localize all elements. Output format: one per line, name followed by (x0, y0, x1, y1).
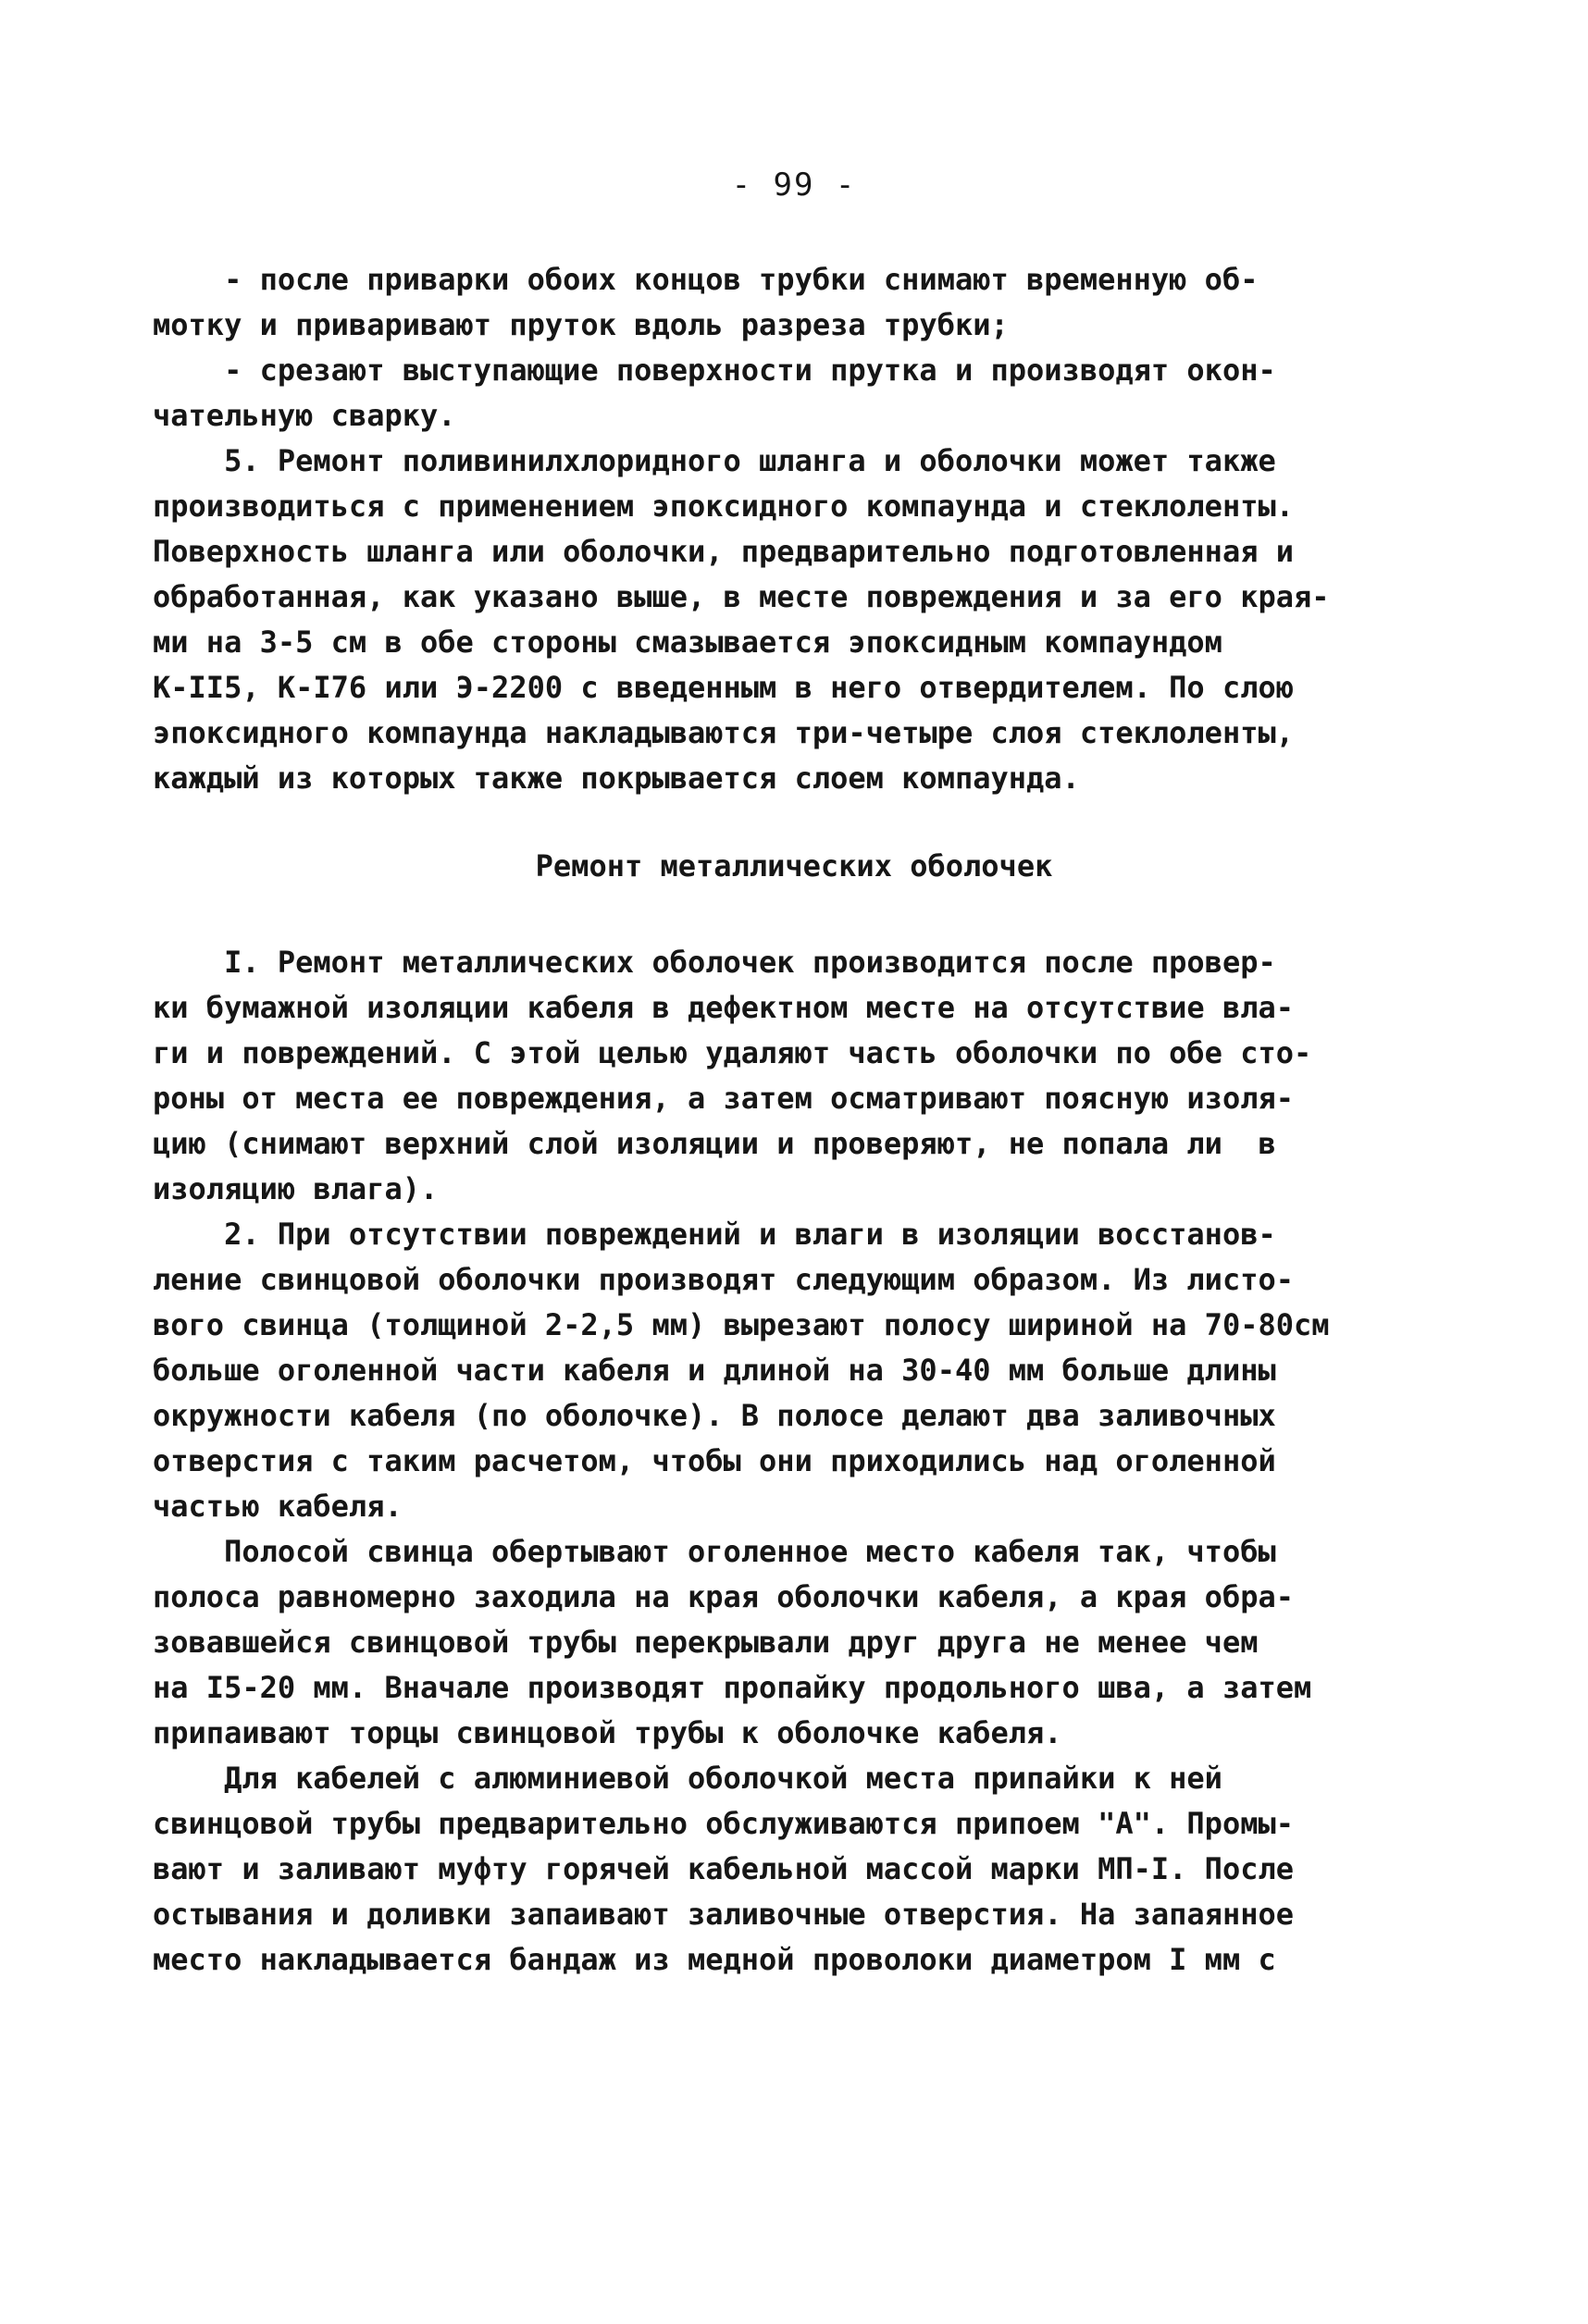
text-line: больше оголенной части кабеля и длиной на 30-40 мм больше длины (153, 1353, 1276, 1388)
text-line: место накладывается бандаж из медной проволоки диаметром I мм с (153, 1942, 1276, 1977)
text-line: I. Ремонт металлических оболочек производится после провер- (153, 945, 1276, 980)
text-line: остывания и доливки запаивают заливочные отверстия. На запаянное (153, 1897, 1294, 1932)
text-line: полоса равномерно заходила на края оболочки кабеля, а края обра- (153, 1579, 1294, 1614)
text-line: ги и повреждений. С этой целью удаляют часть оболочки по обе сто- (153, 1035, 1312, 1070)
text-line: производиться с применением эпоксидного компаунда и стеклоленты. (153, 488, 1294, 524)
text-line: отверстия с таким расчетом, чтобы они приходились над оголенной (153, 1443, 1276, 1478)
text-line: свинцовой трубы предварительно обслуживаются припоем "А". Промы- (153, 1806, 1294, 1841)
text-line: ки бумажной изоляции кабеля в дефектном месте на отсутствие вла- (153, 990, 1294, 1025)
text-line: окружности кабеля (по оболочке). В полосе делают два заливочных (153, 1398, 1276, 1433)
text-line: мотку и приваривают пруток вдоль разреза трубки; (153, 307, 1009, 342)
text-line: - срезают выступающие поверхности прутка и производят окон- (153, 352, 1276, 388)
text-line: на I5-20 мм. Вначале производят пропайку продольного шва, а затем (153, 1670, 1312, 1705)
text-line: Полосой свинца обертывают оголенное место кабеля так, чтобы (153, 1534, 1276, 1569)
text-line: частью кабеля. (153, 1489, 403, 1524)
text-line: Для кабелей с алюминиевой оболочкой места припайки к ней (153, 1761, 1222, 1796)
text-line: цию (снимают верхний слой изоляции и проверяют, не попала ли в (153, 1126, 1276, 1161)
text-line: чательную сварку. (153, 398, 456, 433)
text-line: ми на 3-5 см в обе стороны смазывается эпоксидным компаундом (153, 624, 1222, 660)
text-line: 5. Ремонт поливинилхлоридного шланга и оболочки может также (153, 443, 1276, 478)
text-line: припаивают торцы свинцовой трубы к оболочке кабеля. (153, 1715, 1062, 1750)
text-line: вого свинца (толщиной 2-2,5 мм) вырезают полосу шириной на 70-80см (153, 1307, 1330, 1342)
text-line: каждый из которых также покрывается слоем компаунда. (153, 760, 1080, 796)
text-line: изоляцию влага). (153, 1171, 439, 1206)
section-heading: Ремонт металлических оболочек (535, 848, 1053, 884)
text-line: обработанная, как указано выше, в месте повреждения и за его края- (153, 579, 1330, 614)
text-line: эпоксидного компаунда накладываются три-четыре слоя стеклоленты, (153, 715, 1294, 750)
text-line: Поверхность шланга или оболочки, предварительно подготовленная и (153, 534, 1294, 569)
text-line: 2. При отсутствии повреждений и влаги в изоляции восстанов- (153, 1217, 1276, 1252)
text-line: - после приварки обоих концов трубки снимают временную об- (153, 262, 1259, 297)
page-number: - 99 - (731, 167, 857, 204)
text-line: зовавшейся свинцовой трубы перекрывали друг друга не менее чем (153, 1625, 1259, 1660)
text-line: роны от места ее повреждения, а затем осматривают поясную изоля- (153, 1081, 1294, 1116)
text-line: К-II5, К-I76 или Э-2200 с введенным в него отвердителем. По слою (153, 670, 1294, 705)
text-line: вают и заливают муфту горячей кабельной массой марки МП-I. После (153, 1851, 1294, 1886)
text-line: ление свинцовой оболочки производят следующим образом. Из листо- (153, 1262, 1294, 1297)
